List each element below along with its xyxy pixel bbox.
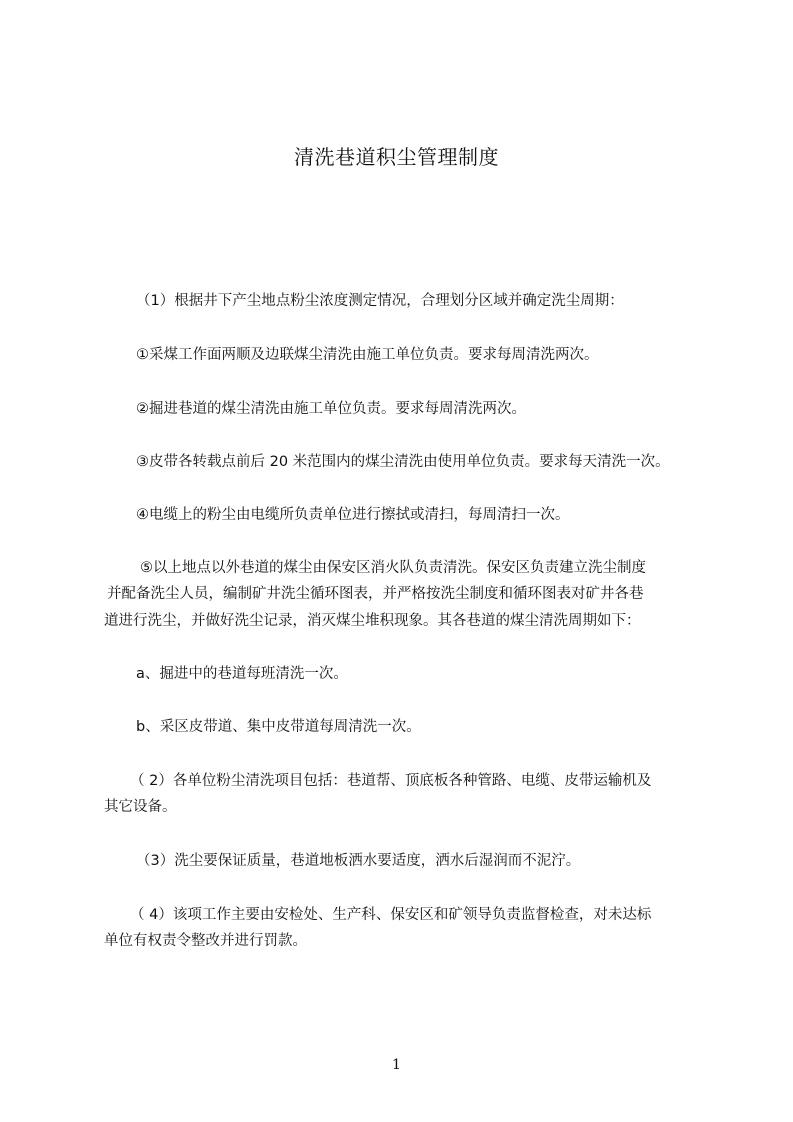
paragraph-item-4: ④电缆上的粉尘由电缆所负责单位进行擦拭或清扫，每周清扫一次。: [136, 507, 570, 523]
paragraph-sub-a: a、掘进中的巷道每班清洗一次。: [136, 666, 348, 682]
paragraph-item-5-line-1: ⑤以上地点以外巷道的煤尘由保安区消火队负责清洗。保安区负责建立洗尘制度: [140, 560, 646, 576]
document-title: 清洗巷道积尘管理制度: [294, 145, 499, 169]
paragraph-sub-b: b、采区皮带道、集中皮带道每周清洗一次。: [136, 719, 421, 735]
paragraph-item-5-line-2: 并配备洗尘人员，编制矿井洗尘循环图表，并严格按洗尘制度和循环图表对矿井各巷: [107, 586, 644, 602]
paragraph-4-line-2: 单位有权责令整改并进行罚款。: [104, 933, 307, 949]
paragraph-item-1: ①采煤工作面两顺及边联煤尘清洗由施工单位负责。要求每周清洗两次。: [136, 347, 599, 363]
paragraph-2-line-1: （ 2）各单位粉尘清洗项目包括：巷道帮、顶底板各种管路、电缆、皮带运输机及: [130, 773, 652, 789]
paragraph-2-line-2: 其它设备。: [104, 799, 177, 815]
paragraph-3: （3）洗尘要保证质量，巷道地板洒水要适度，洒水后湿润而不泥泞。: [136, 853, 581, 869]
page-number: 1: [392, 1057, 401, 1073]
paragraph-item-2: ②掘进巷道的煤尘清洗由施工单位负责。要求每周清洗两次。: [136, 401, 526, 417]
paragraph-item-3: ③皮带各转载点前后 20 米范围内的煤尘清洗由使用单位负责。要求每天清洗一次。: [136, 454, 670, 470]
paragraph-4-line-1: （ 4）该项工作主要由安检处、生产科、保安区和矿领导负责监督检查，对未达标: [130, 907, 652, 923]
paragraph-item-5-line-3: 道进行洗尘，并做好洗尘记录，消灭煤尘堆积现象。其各巷道的煤尘清洗周期如下：: [104, 613, 641, 629]
paragraph-1: （1）根据井下产尘地点粉尘浓度测定情况，合理划分区域并确定洗尘周期：: [136, 293, 624, 309]
